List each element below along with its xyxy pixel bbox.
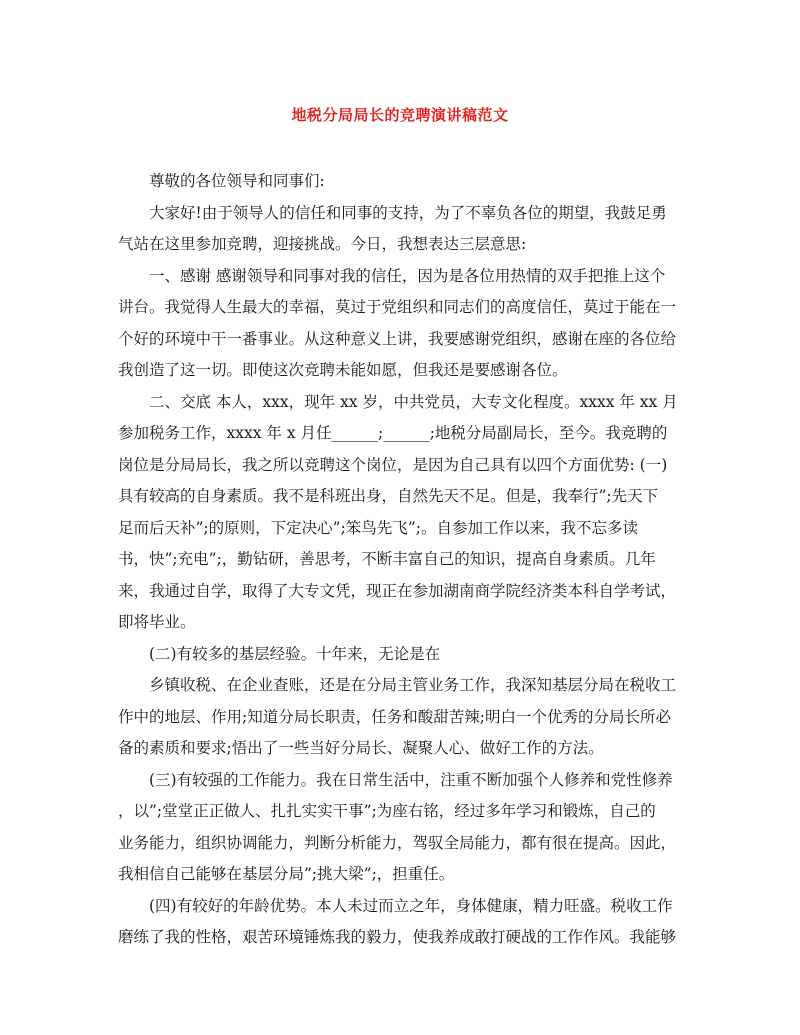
text-line: 来，我通过自学，取得了大专文凭，现正在参加湖南商学院经济类本科自学考试，: [118, 581, 677, 600]
text-line: ，以”;堂堂正正做人、扎扎实实干事”;为座右铭，经过多年学习和锻炼，自己的: [118, 802, 656, 820]
text-line: 足而后天补”;的原则，下定决心”;笨鸟先飞”;。自参加工作以来，我不忘多读: [118, 518, 638, 537]
document-body: [118, 166, 684, 954]
text-line: 我相信自己能够在基层分局”;挑大梁”;，担重任。: [118, 865, 455, 883]
document-title: 地税分局局长的竞聘演讲稿范文: [291, 106, 509, 124]
text-line: 岗位是分局局长，我之所以竞聘这个岗位，是因为自己具有以四个方面优势: (一): [118, 455, 668, 474]
text-line: 尊敬的各位领导和同事们:: [149, 172, 325, 190]
text-line: 书，快”;充电”;，勤钻研，善思考，不断丰富自己的知识，提高自身素质。几年: [118, 550, 656, 568]
text-line: 具有较高的自身素质。我不是科班出身，自然先天不足。但是，我奉行”;先天下: [118, 487, 659, 505]
text-line: 磨练了我的性格，艰苦环境锤炼我的毅力，使我养成敢打硬战的工作作风。我能够: [118, 928, 677, 946]
text-line: 我创造了这一切。即使这次竞聘未能如愿，但我还是要感谢各位。: [118, 361, 568, 379]
text-line: 二、交底 本人，xxx，现年 xx 岁，中共党员，大专文化程度。xxxx 年 xx 月: [149, 392, 678, 411]
text-line: 一、感谢 感谢领导和同事对我的信任，因为是各位用热情的双手把推上这个: [149, 266, 666, 285]
text-line: 参加税务工作，xxxx 年 x 月任______;______;地税分局副局长，至今。我竞聘的: [118, 424, 668, 442]
text-line: (三)有较强的工作能力。我在日常生活中，注重不断加强个人修养和党性修养: [149, 770, 673, 789]
text-line: 备的素质和要求;悟出了一些当好分局长、凝聚人心、做好工作的方法。: [118, 739, 604, 757]
text-line: 个好的环境中干一番事业。从这种意义上讲，我要感谢党组织，感谢在座的各位给: [118, 329, 677, 348]
text-line: 乡镇收税、在企业查账，还是在分局主管业务工作，我深知基层分局在税收工: [149, 676, 677, 694]
text-line: 作中的地层、作用;知道分局长职责，任务和酸甜苦辣;明白一个优秀的分局长所必: [118, 707, 671, 726]
text-line: (二)有较多的基层经验。十年来，无论是在: [149, 644, 441, 663]
text-line: 大家好!由于领导人的信任和同事的支持，为了不辜负各位的期望，我鼓足勇: [149, 203, 667, 222]
text-line: 气站在这里参加竞聘，迎接挑战。今日，我想表达三层意思:: [118, 235, 527, 253]
text-line: 业务能力，组织协调能力，判断分析能力，驾驭全局能力，都有很在提高。因此，: [118, 833, 677, 852]
text-line: 讲台。我觉得人生最大的幸福，莫过于党组织和同志们的高度信任，莫过于能在一: [118, 298, 677, 316]
text-line: 即将毕业。: [118, 613, 196, 631]
text-line: (四)有较好的年龄优势。本人未过而立之年，身体健康，精力旺盛。税收工作: [149, 896, 673, 915]
